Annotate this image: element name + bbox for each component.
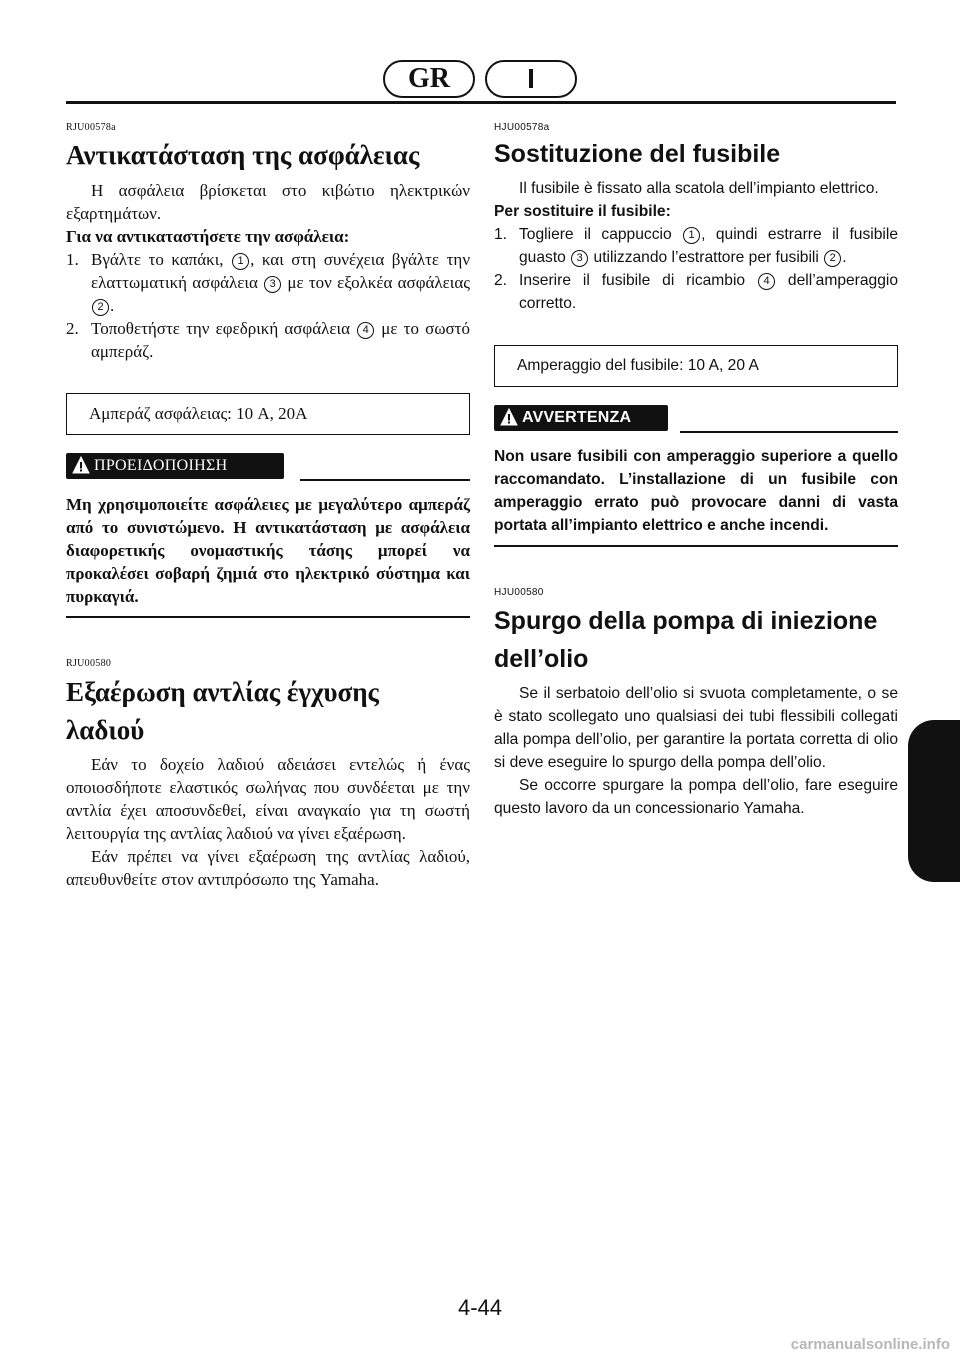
intro-paragraph: Η ασφάλεια βρίσκεται στο κιβώτιο ηλεκτρικών εξαρτημάτων. — [66, 181, 470, 223]
intro-paragraph: Il fusibile è fissato alla scatola dell’impianto elettrico. — [519, 180, 879, 197]
paragraph: Se occorre spurgare la pompa dell’olio, fare eseguire questo lavoro da un concessionario Yamaha. — [494, 776, 898, 817]
warning-triangle-icon — [500, 408, 518, 427]
warning-end-rule — [66, 616, 470, 618]
callout-number: 2 — [824, 250, 841, 267]
warning-end-rule — [494, 545, 898, 547]
warning-rule — [300, 479, 470, 481]
page-header — [0, 0, 960, 110]
callout-number: 4 — [357, 322, 374, 339]
warning-triangle-icon — [72, 456, 90, 475]
callout-number: 2 — [92, 299, 109, 316]
callout-number: 4 — [758, 273, 775, 290]
warning-text: Non usare fusibili con amperaggio superiore a quello raccomandato. L’installazione di un fusibile con amperaggio errato può provocare danni di vasta portata all’impianto elettrico e anche incendi. — [494, 448, 898, 534]
language-badge-italian: I — [485, 60, 577, 98]
section-code: RJU00580 — [66, 657, 112, 669]
greek-column — [66, 122, 470, 891]
chapter-side-tab — [908, 720, 960, 882]
callout-number: 3 — [571, 250, 588, 267]
watermark: carmanualsonline.info — [790, 1336, 950, 1353]
language-badge-greek: GR — [383, 60, 475, 98]
procedure-step-1: 1. Βγάλτε το καπάκι, 1 , και στη συνέχεια βγάλτε την ελαττωματική ασφάλεια 3 με τον εξολκέα ασφάλειας 2 . — [66, 250, 471, 315]
procedure-subtitle: Per sostituire il fusibile: — [494, 203, 671, 220]
callout-number: 1 — [232, 253, 249, 270]
spec-box: Amperaggio del fusibile: 10 A, 20 A — [494, 345, 898, 387]
warning-header — [494, 405, 898, 431]
section-title: Spurgo della pompa di iniezione dell’olio — [494, 606, 878, 673]
paragraph: Εάν το δοχείο λαδιού αδειάσει εντελώς ή ένας οποιοσδήποτε ελαστικός σωλήνας που συνδέεται με την αντλία έχει αποσυνδεθεί, είναι αναγκαίο για τη σωστή λειτουργία της αντλίας λαδιού να γίνει εξαέρωση. — [66, 754, 470, 843]
procedure-step-2: 2. Inserire il fusibile di ricambio 4 dell’amperaggio corretto. — [494, 272, 899, 312]
header-rule — [66, 101, 896, 104]
procedure-step-2: 2. Τοποθετήστε την εφεδρική ασφάλεια 4 με το σωστό αμπεράζ. — [66, 319, 471, 361]
paragraph: Εάν πρέπει να γίνει εξαέρωση της αντλίας λαδιού, απευθυνθείτε στον αντιπρόσωπο της Yamaha. — [66, 846, 470, 889]
warning-badge: ΠΡΟΕΙΔΟΠΟΙΗΣΗ — [66, 453, 284, 479]
section-title: Sostituzione del fusibile — [494, 140, 781, 168]
italian-column — [494, 122, 898, 820]
section-code: RJU00578a — [66, 122, 116, 133]
procedure-step-1: 1. Togliere il cappuccio 1 , quindi estrarre il fusibile guasto 3 utilizzando l’estrattore per fusibili 2 . — [494, 226, 898, 266]
warning-text: Μη χρησιμοποιείτε ασφάλειες με μεγαλύτερο αμπεράζ από το συνιστώμενο. Η αντικατάσταση με ασφάλεια διαφορετικής ονομαστικής τάσης μπορεί να προκαλέσει σοβαρή ζημιά στο ηλεκτρικό σύστημα και πυρκαγιά. — [66, 495, 470, 606]
section-code: HJU00580 — [494, 586, 544, 598]
paragraph: Se il serbatoio dell’olio si svuota completamente, o se è stato scollegato uno qualsiasi dei tubi flessibili collegati alla pompa dell’olio, per garantire la portata corretta di olio si deve eseguire lo spurgo della pompa dell’olio. — [494, 684, 898, 771]
callout-number: 3 — [264, 276, 281, 293]
section-code: HJU00578a — [494, 122, 550, 133]
callout-number: 1 — [683, 227, 700, 244]
procedure-subtitle: Για να αντικαταστήσετε την ασφάλεια: — [66, 227, 350, 246]
spec-box: Αμπεράζ ασφάλειας: 10 A, 20A — [66, 393, 470, 435]
section-title: Αντικατάσταση της ασφάλειας — [66, 140, 420, 170]
page-number: 4-44 — [457, 1295, 503, 1320]
warning-header — [66, 453, 470, 479]
warning-badge: AVVERTENZA — [494, 405, 668, 431]
warning-rule — [680, 431, 898, 433]
section-title: Εξαέρωση αντλίας έγχυσης λαδιού — [66, 676, 379, 745]
